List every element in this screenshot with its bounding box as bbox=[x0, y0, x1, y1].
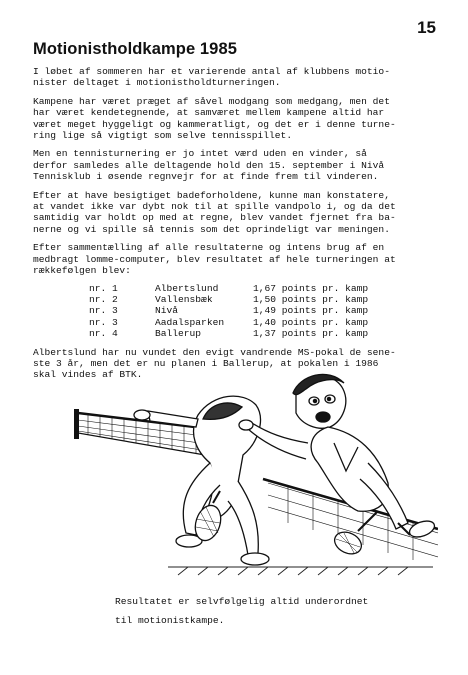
ground-hatching bbox=[168, 567, 433, 575]
result-rank: nr. 1 bbox=[89, 282, 118, 294]
paragraph-results-intro: Efter sammentælling af alle resultaterne og intens brug af en medbragt lomme-computer, blev resultatet af hele turneringen at rækkefølgen blev: bbox=[33, 242, 396, 277]
table-row bbox=[89, 305, 368, 316]
table-row bbox=[89, 283, 368, 294]
result-rank: nr. 4 bbox=[89, 328, 118, 340]
result-club: Vallensbæk bbox=[155, 293, 213, 305]
article-body bbox=[33, 66, 443, 388]
results-table bbox=[89, 283, 368, 340]
result-rank: nr. 2 bbox=[89, 293, 118, 305]
result-score: 1,49 points pr. kamp bbox=[253, 305, 369, 317]
article-title: Motionistholdkampe 1985 bbox=[33, 40, 238, 58]
paragraph-matches: Kampene har været præget af såvel modgang som medgang, men det har været kendetegnende, at samværet mellem kampene altid har været meget hyggeligt og kammeratligt, og det er i denne turne- ring lige så vigtigt som selve tennisspillet. bbox=[33, 95, 396, 142]
paragraph-tournament: Men en tennisturnering er jo intet værd uden en vinder, så derfor samledes alle deltagende hold den 15. september i Nivå Tennisklub i øsende regnvejr for at finde frem til vinderen. bbox=[33, 148, 385, 183]
page-number: 15 bbox=[417, 18, 436, 37]
table-row bbox=[89, 328, 368, 339]
result-club: Albertslund bbox=[155, 282, 219, 294]
result-rank: nr. 3 bbox=[89, 305, 118, 317]
result-club: Aadalsparken bbox=[155, 316, 225, 328]
result-club: Nivå bbox=[155, 305, 179, 317]
table-row bbox=[89, 294, 368, 305]
paragraph-closing: Albertslund har nu vundet den evigt vandrende MS-pokal de sene- ste 3 år, men det er nu planen i Ballerup, at pokalen i 1986 skal vindes af BTK. bbox=[33, 346, 396, 381]
cartoon-illustration bbox=[38, 363, 438, 581]
table-row bbox=[89, 317, 368, 328]
result-club: Ballerup bbox=[155, 328, 202, 340]
result-rank: nr. 3 bbox=[89, 316, 118, 328]
paragraph-conditions: Efter at have besigtiget badeforholdene, kunne man konstatere, at vandet ikke var dybt nok til at spille vandpolo i, og da det samtidig var holdt op med at regne, blev vandet fjernet fra ba- nerne og vi spille så tennis som det oprindeligt var meningen. bbox=[33, 189, 396, 235]
illustration-caption: Resultatet er selvfølgelig altid underordnet til motionistkampe. bbox=[115, 596, 369, 626]
paragraph-intro: I løbet af sommeren har et varierende antal af klubbens motio- nister deltaget i motionistholdturneringen. bbox=[33, 66, 390, 89]
result-score: 1,50 points pr. kamp bbox=[253, 293, 369, 305]
result-score: 1,40 points pr. kamp bbox=[253, 316, 369, 328]
result-score: 1,37 points pr. kamp bbox=[253, 328, 369, 340]
result-score: 1,67 points pr. kamp bbox=[253, 282, 369, 294]
